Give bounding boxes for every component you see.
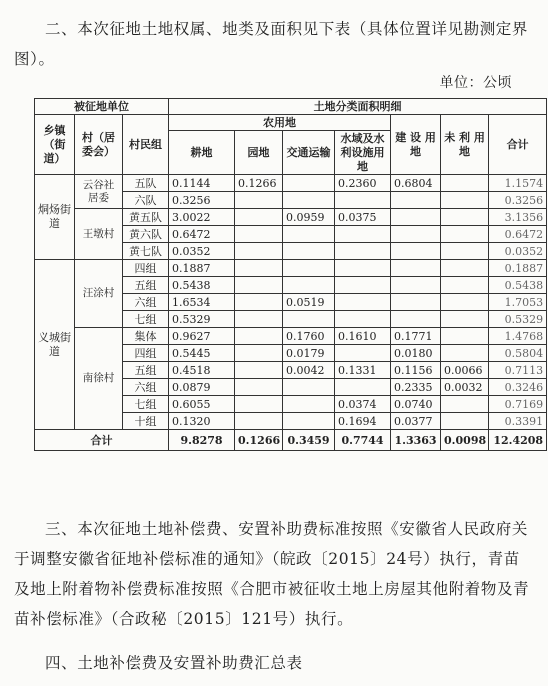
gengdi-cell: 3.0022 — [169, 209, 235, 226]
gengdi-cell: 0.0352 — [169, 243, 235, 260]
jiaotong-cell: 0.0179 — [283, 345, 335, 362]
yuandi-cell — [235, 294, 283, 311]
weili-cell — [441, 311, 489, 328]
jiaotong-cell — [283, 175, 335, 192]
intro-paragraph: 二、本次征地土地权属、地类及面积见下表（具体位置详见勘测定界图）。 — [14, 20, 529, 68]
group-cell: 十组 — [123, 413, 169, 430]
jiaotong-cell — [283, 277, 335, 294]
gengdi-cell: 0.1320 — [169, 413, 235, 430]
jianshe-cell — [391, 192, 441, 209]
weili-cell: 0.0032 — [441, 379, 489, 396]
group-cell: 七组 — [123, 311, 169, 328]
jianshe-cell — [391, 294, 441, 311]
weili-cell — [441, 226, 489, 243]
shuiyu-cell — [335, 294, 391, 311]
village-nanxu: 南徐村 — [75, 328, 123, 430]
gengdi-cell: 0.5438 — [169, 277, 235, 294]
total-heji: 12.4208 — [489, 430, 547, 451]
jiaotong-cell: 0.1760 — [283, 328, 335, 345]
heji-cell: 1.7053 — [489, 294, 547, 311]
header-xiangzhen: 乡镇（街道） — [35, 115, 75, 175]
shuiyu-cell — [335, 345, 391, 362]
yuandi-cell — [235, 362, 283, 379]
town-yicheng: 义城街道 — [35, 260, 75, 430]
shuiyu-cell — [335, 277, 391, 294]
gengdi-cell: 0.4518 — [169, 362, 235, 379]
weili-cell — [441, 192, 489, 209]
table-row — [35, 328, 547, 345]
unit-label: 单位：公顷 — [439, 75, 512, 91]
town-tongyang: 烔炀街道 — [35, 175, 75, 260]
gengdi-cell: 0.5445 — [169, 345, 235, 362]
gengdi-cell: 0.1144 — [169, 175, 235, 192]
table-row — [35, 209, 547, 226]
total-weili: 0.0098 — [441, 430, 489, 451]
jiaotong-cell — [283, 226, 335, 243]
shuiyu-cell — [335, 192, 391, 209]
jianshe-cell: 0.6804 — [391, 175, 441, 192]
group-cell: 五组 — [123, 277, 169, 294]
header-jiaotong: 交通运输 — [283, 131, 335, 175]
yuandi-cell — [235, 243, 283, 260]
jianshe-cell — [391, 277, 441, 294]
shuiyu-cell — [335, 260, 391, 277]
heji-cell: 0.5329 — [489, 311, 547, 328]
gengdi-cell: 0.0879 — [169, 379, 235, 396]
weili-cell — [441, 209, 489, 226]
total-shuiyu: 0.7744 — [335, 430, 391, 451]
yuandi-cell — [235, 260, 283, 277]
group-cell: 五队 — [123, 175, 169, 192]
yuandi-cell — [235, 328, 283, 345]
heji-cell: 0.5438 — [489, 277, 547, 294]
shuiyu-cell: 0.1331 — [335, 362, 391, 379]
heji-cell: 1.4768 — [489, 328, 547, 345]
header-shuiyu: 水域及水利设施用地 — [335, 131, 391, 175]
total-jiaotong: 0.3459 — [283, 430, 335, 451]
header-gengdi: 耕地 — [169, 131, 235, 175]
jianshe-cell: 0.1771 — [391, 328, 441, 345]
header-cunminzu: 村民组 — [123, 115, 169, 175]
heji-cell: 1.1574 — [489, 175, 547, 192]
jianshe-cell: 0.0740 — [391, 396, 441, 413]
jiaotong-cell — [283, 243, 335, 260]
land-area-table — [34, 98, 547, 451]
header-weili: 未 利 用 地 — [441, 115, 489, 175]
header-cun: 村（居委会） — [75, 115, 123, 175]
jiaotong-cell: 0.0959 — [283, 209, 335, 226]
group-cell: 五组 — [123, 362, 169, 379]
jiaotong-cell — [283, 396, 335, 413]
weili-cell — [441, 277, 489, 294]
group-cell: 集体 — [123, 328, 169, 345]
jianshe-cell: 0.0377 — [391, 413, 441, 430]
jianshe-cell — [391, 243, 441, 260]
heji-cell: 0.3246 — [489, 379, 547, 396]
group-cell: 四组 — [123, 345, 169, 362]
yuandi-cell — [235, 345, 283, 362]
yuandi-cell — [235, 413, 283, 430]
weili-cell: 0.0066 — [441, 362, 489, 379]
yuandi-cell — [235, 396, 283, 413]
heji-cell: 0.5804 — [489, 345, 547, 362]
group-cell: 黄五队 — [123, 209, 169, 226]
weili-cell — [441, 294, 489, 311]
total-yuandi: 0.1266 — [235, 430, 283, 451]
header-nongyong: 农用地 — [169, 115, 391, 131]
shuiyu-cell: 0.0374 — [335, 396, 391, 413]
heji-cell: 0.7113 — [489, 362, 547, 379]
village-wangtu: 汪涂村 — [75, 260, 123, 328]
header-heji: 合计 — [489, 115, 547, 175]
weili-cell — [441, 328, 489, 345]
shuiyu-cell: 0.1610 — [335, 328, 391, 345]
paragraph-four: 四、土地补偿费及安置补助费汇总表 — [45, 654, 303, 672]
heji-cell: 0.3256 — [489, 192, 547, 209]
jiaotong-cell — [283, 260, 335, 277]
jianshe-cell: 0.0180 — [391, 345, 441, 362]
weili-cell — [441, 175, 489, 192]
jiaotong-cell — [283, 413, 335, 430]
shuiyu-cell: 0.0375 — [335, 209, 391, 226]
jiaotong-cell: 0.0519 — [283, 294, 335, 311]
gengdi-cell: 0.6055 — [169, 396, 235, 413]
gengdi-cell: 0.6472 — [169, 226, 235, 243]
yuandi-cell — [235, 209, 283, 226]
shuiyu-cell — [335, 243, 391, 260]
group-cell: 六组 — [123, 379, 169, 396]
group-cell: 六组 — [123, 294, 169, 311]
group-cell: 六队 — [123, 192, 169, 209]
header-fenlei: 土地分类面积明细 — [169, 99, 547, 115]
table-row — [35, 260, 547, 277]
jianshe-cell: 0.1156 — [391, 362, 441, 379]
total-row — [35, 430, 547, 451]
weili-cell — [441, 345, 489, 362]
gengdi-cell: 0.3256 — [169, 192, 235, 209]
group-cell: 黄七队 — [123, 243, 169, 260]
yuandi-cell: 0.1266 — [235, 175, 283, 192]
heji-cell: 0.7169 — [489, 396, 547, 413]
heji-cell: 3.1356 — [489, 209, 547, 226]
header-yuandi: 园地 — [235, 131, 283, 175]
jianshe-cell — [391, 226, 441, 243]
shuiyu-cell — [335, 226, 391, 243]
header-jianshe: 建 设 用 地 — [391, 115, 441, 175]
weili-cell — [441, 260, 489, 277]
jianshe-cell — [391, 209, 441, 226]
jianshe-cell — [391, 311, 441, 328]
heji-cell: 0.1887 — [489, 260, 547, 277]
table-row — [35, 175, 547, 192]
yuandi-cell — [235, 192, 283, 209]
heji-cell: 0.0352 — [489, 243, 547, 260]
shuiyu-cell — [335, 379, 391, 396]
jianshe-cell: 0.2335 — [391, 379, 441, 396]
jiaotong-cell: 0.0042 — [283, 362, 335, 379]
gengdi-cell: 0.9627 — [169, 328, 235, 345]
yuandi-cell — [235, 379, 283, 396]
paragraph-three: 三、本次征地土地补偿费、安置补助费标准按照《安徽省人民政府关于调整安徽省征地补偿标准的通知》（皖政〔2015〕24号）执行，青苗及地上附着物补偿费标准按照《合肥市被征收土地上房屋其他附着物及青苗补偿标准》（合政秘〔2015〕121号）执行。 — [14, 520, 530, 628]
yuandi-cell — [235, 226, 283, 243]
village-wangdun: 王墩村 — [75, 209, 123, 260]
yuandi-cell — [235, 311, 283, 328]
group-cell: 黄六队 — [123, 226, 169, 243]
gengdi-cell: 0.1887 — [169, 260, 235, 277]
weili-cell — [441, 243, 489, 260]
jiaotong-cell — [283, 192, 335, 209]
shuiyu-cell: 0.2360 — [335, 175, 391, 192]
jiaotong-cell — [283, 311, 335, 328]
group-cell: 四组 — [123, 260, 169, 277]
group-cell: 七组 — [123, 396, 169, 413]
heji-cell: 0.3391 — [489, 413, 547, 430]
heji-cell: 0.6472 — [489, 226, 547, 243]
weili-cell — [441, 413, 489, 430]
header-beizhengdi: 被征地单位 — [35, 99, 169, 115]
total-gengdi: 9.8278 — [169, 430, 235, 451]
gengdi-cell: 1.6534 — [169, 294, 235, 311]
total-label: 合计 — [35, 430, 169, 451]
jianshe-cell — [391, 260, 441, 277]
village-yungu: 云谷社居委 — [75, 175, 123, 209]
jiaotong-cell — [283, 379, 335, 396]
gengdi-cell: 0.5329 — [169, 311, 235, 328]
shuiyu-cell — [335, 311, 391, 328]
yuandi-cell — [235, 277, 283, 294]
weili-cell — [441, 396, 489, 413]
total-jianshe: 1.3363 — [391, 430, 441, 451]
shuiyu-cell: 0.1694 — [335, 413, 391, 430]
